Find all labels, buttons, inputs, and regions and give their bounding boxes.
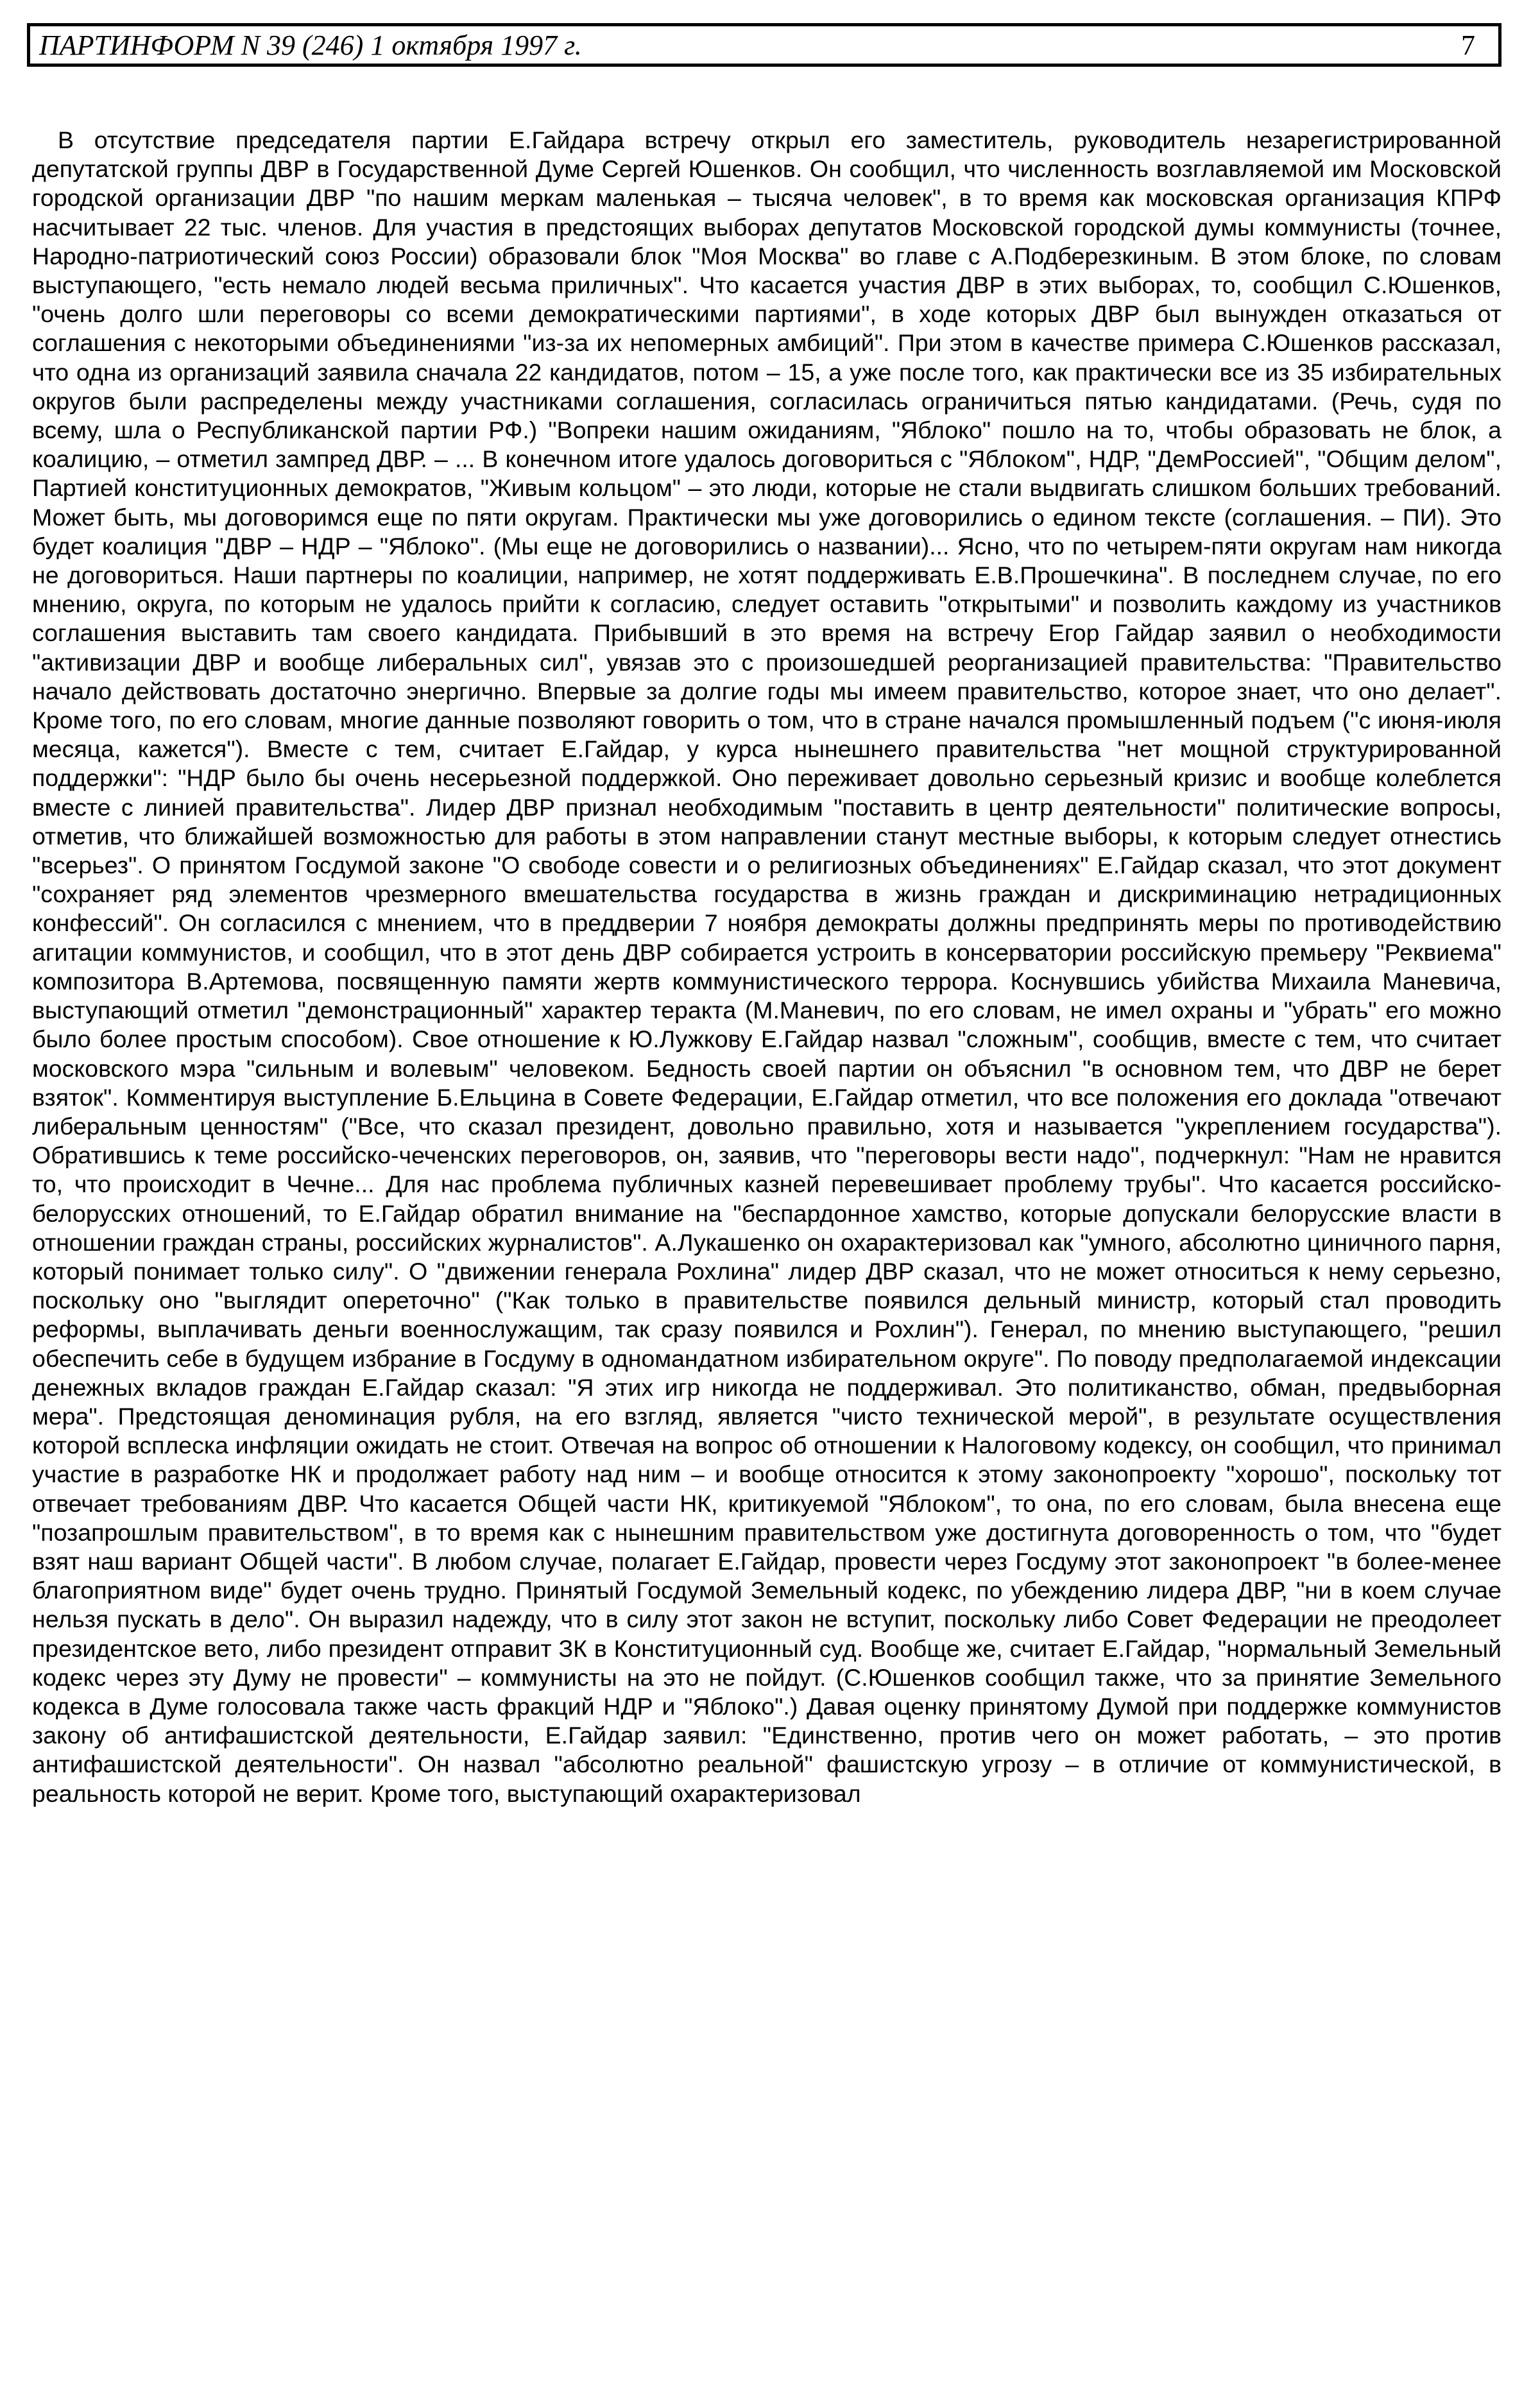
page-header — [27, 23, 1502, 67]
page-number: 7 — [1461, 29, 1475, 61]
article-body: В отсутствие председателя партии Е.Гайдара встречу открыл его заместитель, руководитель незарегистрированной депутатской группы ДВР в Государственной Думе Сергей Юшенков. Он сообщил, что численность возглавляемой им Московской городской организации ДВР "по нашим меркам маленькая – тысяча человек", в то время как московская организация КПРФ насчитывает 22 тыс. членов. Для участия в предстоящих выборах депутатов Московской городской думы коммунисты (точнее, Народно-патриотический союз России) образовали блок "Моя Москва" во главе с А.Подберезкиным. В этом блоке, по словам выступающего, "есть немало людей весьма приличных". Что касается участия ДВР в этих выборах, то, сообщил С.Юшенков, "очень долго шли переговоры со всеми демократическими партиями", в ходе которых ДВР был вынужден отказаться от соглашения с некоторыми объединениями "из-за их непомерных амбиций". При этом в качестве примера С.Юшенков рассказал, что одна из организаций заявила сначала 22 кандидатов, потом – 15, а уже после того, как практически все из 35 избирательных округов были распределены между участниками соглашения, согласилась ограничиться пятью кандидатами. (Речь, судя по всему, шла о Республиканской партии РФ.) "Вопреки нашим ожиданиям, "Яблоко" пошло на то, чтобы образовать не блок, а коалицию, – отметил зампред ДВР. – ... В конечном итоге удалось договориться с "Яблоком", НДР, "ДемРоссией", "Общим делом", Партией конституционных демократов, "Живым кольцом" – это люди, которые не стали выдвигать слишком больших требований. Может быть, мы договоримся еще по пяти округам. Практически мы уже договорились о едином тексте (соглашения. – ПИ). Это будет коалиция "ДВР – НДР – "Яблоко". (Мы еще не договорились о названии)... Ясно, что по четырем-пяти округам нам никогда не договориться. Наши партнеры по коалиции, например, не хотят поддерживать Е.В.Прошечкина". В последнем случае, по его мнению, округа, по которым не удалось прийти к согласию, следует оставить "открытыми" и позволить каждому из участников соглашения выставить там своего кандидата. Прибывший в это время на встречу Егор Гайдар заявил о необходимости "активизации ДВР и вообще либеральных сил", увязав это с произошедшей реорганизацией правительства: "Правительство начало действовать достаточно энергично. Впервые за долгие годы мы имеем правительство, которое знает, что оно делает". Кроме того, по его словам, многие данные позволяют говорить о том, что в стране начался промышленный подъем ("с июня-июля месяца, кажется"). Вместе с тем, считает Е.Гайдар, у курса нынешнего правительства "нет мощной структурированной поддержки": "НДР было бы очень несерьезной поддержкой. Оно переживает довольно серьезный кризис и вообще колеблется вместе с линией правительства". Лидер ДВР признал необходимым "поставить в центр деятельности" политические вопросы, отметив, что ближайшей возможностью для работы в этом направлении станут местные выборы, к которым следует отнестись "всерьез". О принятом Госдумой законе "О свободе совести и о религиозных объединениях" Е.Гайдар сказал, что этот документ "сохраняет ряд элементов чрезмерного вмешательства государства в жизнь граждан и дискриминацию нетрадиционных конфессий". Он согласился с мнением, что в преддверии 7 ноября демократы должны предпринять меры по противодействию агитации коммунистов, и сообщил, что в этот день ДВР собирается устроить в консерватории российскую премьеру "Реквиема" композитора В.Артемова, посвященную памяти жертв коммунистического террора. Коснувшись убийства Михаила Маневича, выступающий отметил "демонстрационный" характер теракта (М.Маневич, по его словам, не имел охраны и "убрать" его можно было более простым способом). Свое отношение к Ю.Лужкову Е.Гайдар назвал "сложным", сообщив, вместе с тем, что считает московского мэра "сильным и волевым" человеком. Бедность своей партии он объяснил "в основном тем, что ДВР не берет взяток". Комментируя выступление Б.Ельцина в Совете Федерации, Е.Гайдар отметил, что все положения его доклада "отвечают либеральным ценностям" ("Все, что сказал президент, довольно правильно, хотя и называется "укреплением государства"). Обратившись к теме российско-чеченских переговоров, он, заявив, что "переговоры вести надо", подчеркнул: "Нам не нравится то, что происходит в Чечне... Для нас проблема публичных казней перевешивает проблему трубы". Что касается российско-белорусских отношений, то Е.Гайдар обратил внимание на "беспардонное хамство, которые допускали белорусские власти в отношении граждан страны, российских журналистов". А.Лукашенко он охарактеризовал как "умного, абсолютно циничного парня, который понимает только силу". О "движении генерала Рохлина" лидер ДВР сказал, что не может относиться к нему серьезно, поскольку оно "выглядит опереточно" ("Как только в правительстве появился дельный министр, который стал проводить реформы, выплачивать деньги военнослужащим, так сразу появился и Рохлин"). Генерал, по мнению выступающего, "решил обеспечить себе в будущем избрание в Госдуму в одномандатном избирательном округе". По поводу предполагаемой индексации денежных вкладов граждан Е.Гайдар сказал: "Я этих игр никогда не поддерживал. Это политиканство, обман, предвыборная мера". Предстоящая деноминация рубля, на его взгляд, является "чисто технической мерой", в результате осуществления которой всплеска инфляции ожидать не стоит. Отвечая на вопрос об отношении к Налоговому кодексу, он сообщил, что принимал участие в разработке НК и продолжает работу над ним – и вообще относится к этому законопроекту "хорошо", поскольку тот отвечает требованиям ДВР. Что касается Общей части НК, критикуемой "Яблоком", то она, по его словам, была внесена еще "позапрошлым правительством", в то время как с нынешним правительством уже достигнута договоренность о том, что "будет взят наш вариант Общей части". В любом случае, полагает Е.Гайдар, провести через Госдуму этот законопроект "в более-менее благоприятном виде" будет очень трудно. Принятый Госдумой Земельный кодекс, по убеждению лидера ДВР, "ни в коем случае нельзя пускать в дело". Он выразил надежду, что в силу этот закон не вступит, поскольку либо Совет Федерации не преодолеет президентское вето, либо президент отправит ЗК в Конституционный суд. Вообще же, считает Е.Гайдар, "нормальный Земельный кодекс через эту Думу не провести" – коммунисты на это не пойдут. (С.Юшенков сообщил также, что за принятие Земельного кодекса в Думе голосовала также часть фракций НДР и "Яблоко".) Давая оценку принятому Думой при поддержке коммунистов закону об антифашистской деятельности, Е.Гайдар заявил: "Единственно, против чего он может работать, – это против антифашистской деятельности". Он назвал "абсолютно реальной" фашистскую угрозу – в отличие от коммунистической, в реальность которой не верит. Кроме того, выступающий охарактеризовал — [32, 126, 1502, 1807]
publication-title: ПАРТИНФОРМ N 39 (246) 1 октября 1997 г. — [39, 29, 582, 61]
